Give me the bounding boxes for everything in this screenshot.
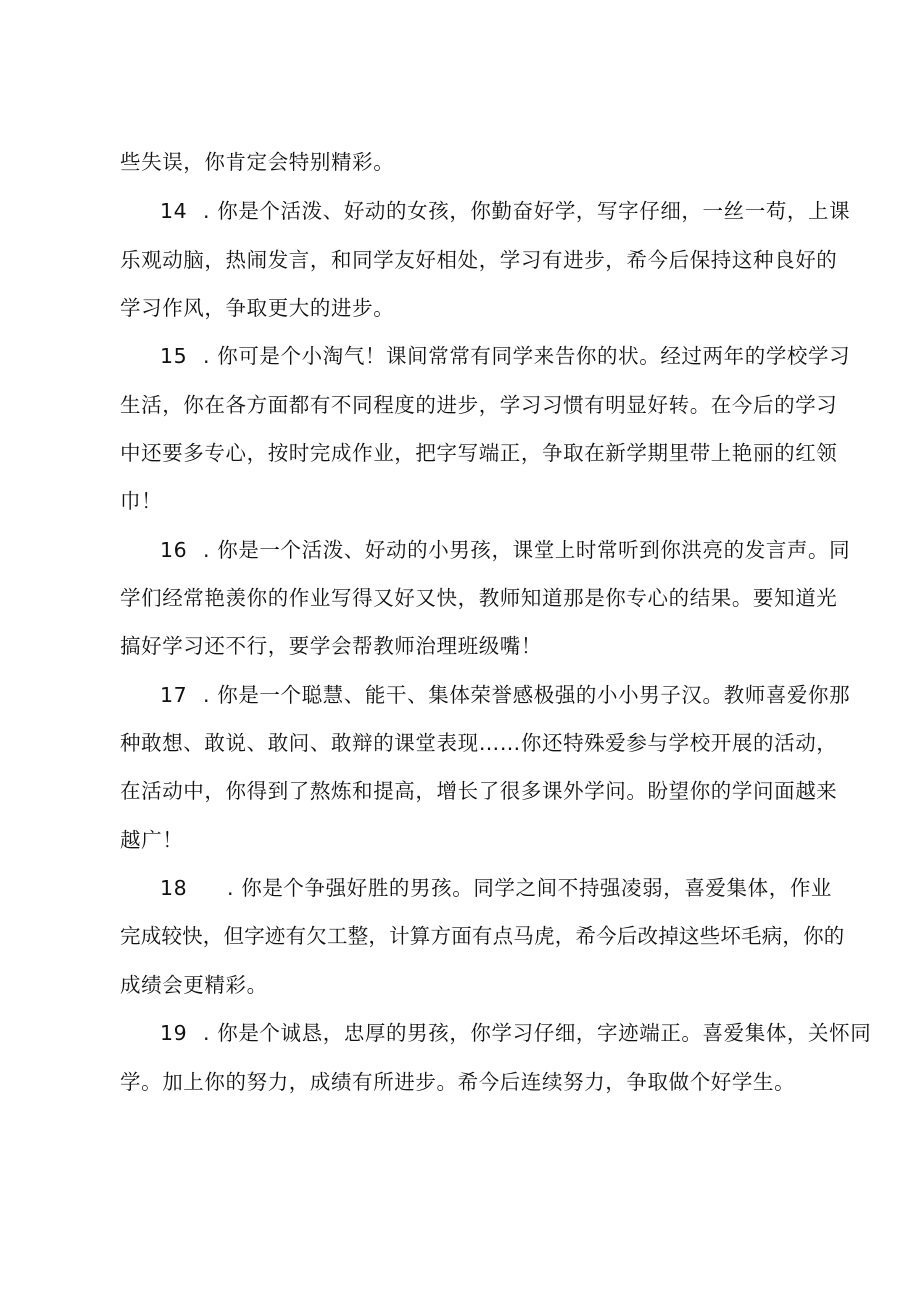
- text-run: . 你是一个聪慧、能干、集体荣誉感极强的小小男子汉。教师喜爱你那: [203, 683, 851, 707]
- text-line: [0, 1067, 920, 1097]
- text-line: [0, 147, 920, 177]
- list-item: [0, 196, 920, 226]
- list-item: [0, 680, 920, 710]
- text-run: 中还要多专心，按时完成作业，把字写端正，争取在新学期里带上艳丽的红领: [120, 441, 838, 465]
- text-run: 些失误，你肯定会特别精彩。: [120, 150, 395, 174]
- text-run: . 你是一个活泼、好动的小男孩，课堂上时常听到你洪亮的发言声。同: [203, 538, 851, 562]
- text-run: 学们经常艳羡你的作业写得又好又快，教师知道那是你专心的结果。要知道光: [120, 586, 838, 610]
- text-run: 乐观动脑，热闹发言，和同学友好相处，学习有进步，希今后保持这种良好的: [120, 248, 838, 272]
- text-line: [0, 390, 920, 420]
- text-line: [0, 438, 920, 468]
- text-run: 种敢想、敢说、敢问、敢辩的课堂表现……你还特殊爱参与学校开展的活动，: [120, 731, 838, 755]
- item-number: 15: [160, 344, 188, 368]
- text-line: [0, 486, 920, 516]
- text-run: 越广！: [120, 828, 184, 852]
- text-line: [0, 776, 920, 806]
- text-line: [0, 921, 920, 951]
- text-run: 生活，你在各方面都有不同程度的进步，学习习惯有明显好转。在今后的学习: [120, 393, 838, 417]
- text-line: [0, 825, 920, 855]
- text-run: 成绩会更精彩。: [120, 973, 268, 997]
- text-run: 完成较快，但字迹有欠工整，计算方面有点马虎，希今后改掉这些坏毛病，你的: [120, 924, 845, 948]
- text-run: . 你是个诚恳，忠厚的男孩，你学习仔细，字迹端正。喜爱集体，关怀同: [203, 1021, 872, 1045]
- text-line: [0, 293, 920, 323]
- text-run: 巾！: [120, 489, 163, 513]
- text-run: 学习作风，争取更大的进步。: [120, 296, 395, 320]
- list-item: [0, 1018, 920, 1048]
- list-item: [0, 535, 920, 565]
- text-line: [0, 583, 920, 613]
- item-number: 16: [160, 538, 188, 562]
- item-number: 14: [160, 199, 188, 223]
- text-run: . 你是个争强好胜的男孩。同学之间不持强凌弱，喜爱集体，作业: [227, 876, 833, 900]
- text-line: [0, 728, 920, 758]
- list-item: [0, 873, 920, 903]
- text-run: . 你可是个小淘气！课间常常有同学来告你的状。经过两年的学校学习: [203, 344, 851, 368]
- item-number: 18: [160, 876, 188, 900]
- text-line: [0, 245, 920, 275]
- text-run: 搞好学习还不行，要学会帮教师治理班级嘴！: [120, 634, 542, 658]
- item-number: 17: [160, 683, 188, 707]
- text-run: 学。加上你的努力，成绩有所进步。希今后连续努力，争取做个好学生。: [120, 1070, 796, 1094]
- text-run: . 你是个活泼、好动的女孩，你勤奋好学，写字仔细，一丝一苟，上课: [203, 199, 851, 223]
- item-number: 19: [160, 1021, 188, 1045]
- list-item: [0, 341, 920, 371]
- text-run: 在活动中，你得到了熬炼和提高，增长了很多课外学问。盼望你的学问面越来: [120, 779, 838, 803]
- text-line: [0, 631, 920, 661]
- text-line: [0, 970, 920, 1000]
